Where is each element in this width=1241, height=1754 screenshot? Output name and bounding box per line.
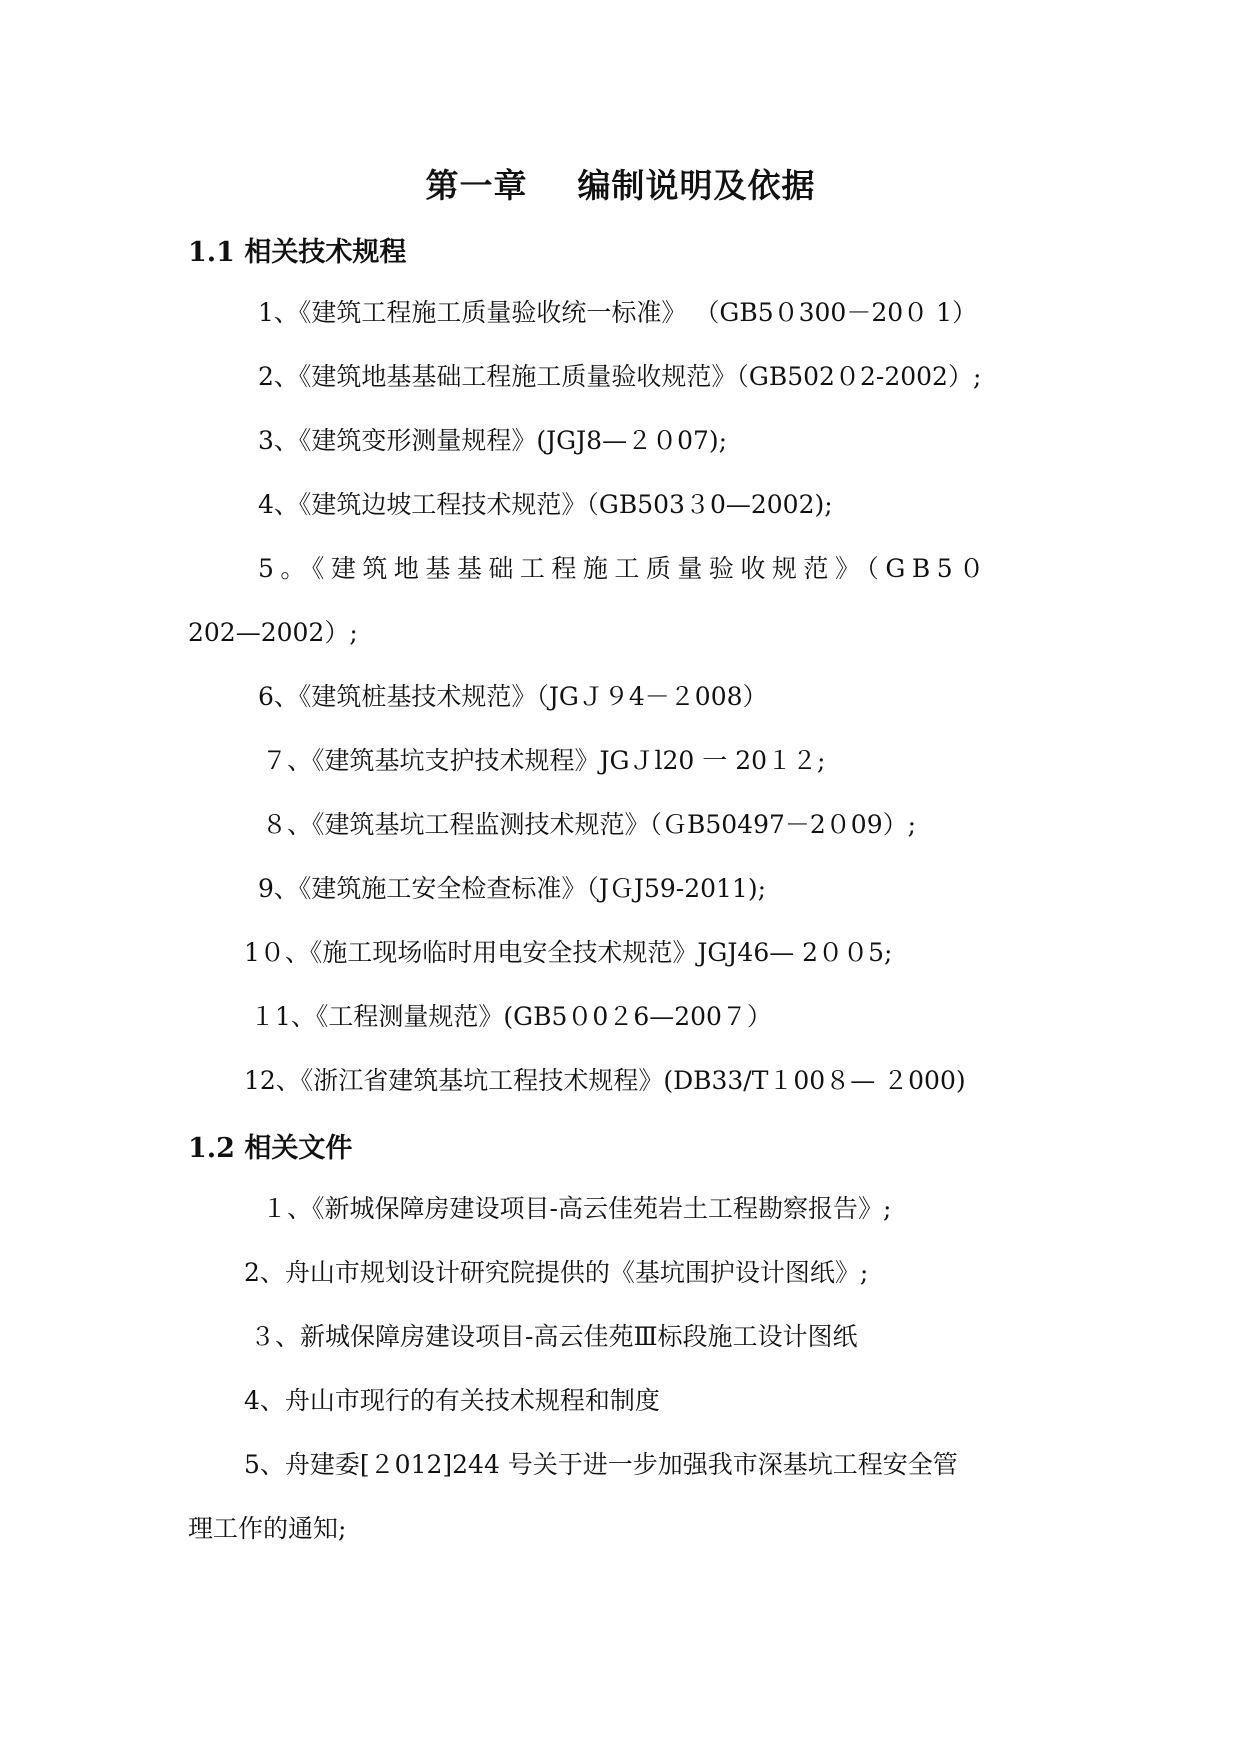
regulation-item-7: ７、《建筑基坑支护技术规程》JGＪl20 一 20１２; bbox=[262, 746, 826, 775]
regulation-item-10: 1０、《施工现场临时用电安全技术规范》JGJ46— 2００5; bbox=[244, 938, 893, 967]
chapter-title: 第一章 编制说明及依据 bbox=[425, 166, 816, 205]
regulation-item-1: 1、《建筑工程施工质量验收统一标准》 （GB5０300－20０ 1） bbox=[258, 298, 977, 327]
regulation-item-11: １1、《工程测量规范》(GB5０0２6—200７） bbox=[250, 1002, 772, 1031]
document-item-3: ３、新城保障房建设项目-高云佳苑Ⅲ标段施工设计图纸 bbox=[250, 1322, 858, 1351]
section-heading-1-2: 1.2 相关文件 bbox=[188, 1133, 353, 1164]
document-item-5: 5、舟建委[２012]244 号关于进一步加强我市深基坑工程安全管 bbox=[244, 1450, 958, 1479]
regulation-item-12: 12、《浙江省建筑基坑工程技术规程》(DB33/T１00８— ２000) bbox=[244, 1066, 966, 1095]
regulation-item-5-continued: 202—2002）; bbox=[188, 618, 358, 647]
regulation-item-3: 3、《建筑变形测量规程》(JGJ8—２０07); bbox=[258, 426, 728, 455]
regulation-item-5: 5。《建筑地基基础工程施工质量验收规范》（GB5０ bbox=[258, 554, 991, 583]
regulation-item-6: 6、《建筑桩基技术规范》（JGＪ９4－２008） bbox=[258, 682, 768, 711]
document-item-5-continued: 理工作的通知; bbox=[188, 1514, 347, 1543]
document-item-1: １、《新城保障房建设项目-高云佳苑岩土工程勘察报告》; bbox=[262, 1194, 892, 1223]
regulation-item-2: 2、《建筑地基基础工程施工质量验收规范》（GB502０2-2002）; bbox=[258, 362, 982, 391]
regulation-item-8: ８、《建筑基坑工程监测技术规范》（ＧB50497－2０09）; bbox=[262, 810, 917, 839]
document-item-4: 4、舟山市现行的有关技术规程和制度 bbox=[244, 1386, 660, 1415]
regulation-item-4: 4、《建筑边坡工程技术规范》（GB503３0—2002); bbox=[258, 490, 833, 519]
regulation-item-9: 9、《建筑施工安全检查标准》（JＧJ59-2011); bbox=[258, 874, 767, 903]
document-item-2: 2、舟山市规划设计研究院提供的《基坑围护设计图纸》; bbox=[244, 1258, 869, 1287]
section-heading-1-1: 1.1 相关技术规程 bbox=[188, 237, 407, 268]
